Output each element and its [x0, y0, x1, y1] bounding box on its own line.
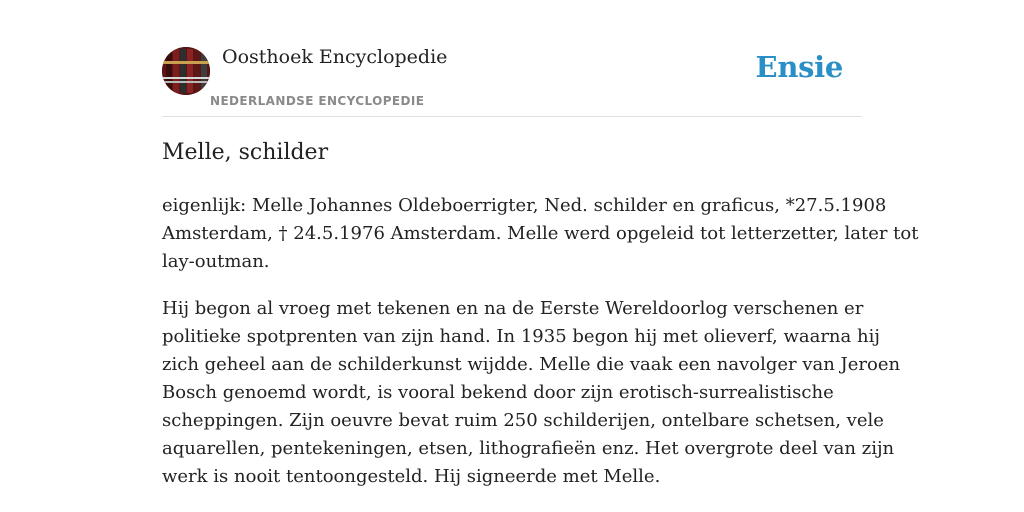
site-subtitle: NEDERLANDSE ENCYCLOPEDIE [210, 94, 425, 108]
paragraph-line: Hij begon al vroeg met tekenen en na de Eerste Wereldoorlog verschenen er [162, 298, 864, 319]
paragraph-line: Amsterdam, † 24.5.1976 Amsterdam. Melle werd opgeleid tot letterzetter, later tot [162, 223, 919, 244]
paragraph-line: werk is nooit tentoongesteld. Hij signeerde met Melle. [162, 466, 661, 487]
paragraph-line: lay-outman. [162, 251, 270, 272]
page-title: Melle, schilder [162, 140, 329, 165]
paragraph-line: Bosch genoemd wordt, is vooral bekend door zijn erotisch-surrealistische [162, 382, 834, 403]
paragraph-line: aquarellen, pentekeningen, etsen, lithografieën enz. Het overgrote deel van zijn [162, 438, 895, 459]
book-spines-icon[interactable] [162, 47, 210, 95]
paragraph-line: politieke spotprenten van zijn hand. In 1935 begon hij met olieverf, waarna hij [162, 326, 880, 347]
page-container [162, 0, 919, 487]
paragraph-line: scheppingen. Zijn oeuvre bevat ruim 250 schilderijen, ontelbare schetsen, vele [162, 410, 884, 431]
article-paragraph-2 [162, 295, 901, 491]
site-title[interactable]: Oosthoek Encyclopedie [222, 46, 448, 68]
article-paragraph-1 [162, 192, 919, 276]
brand-logo[interactable]: Ensie [755, 50, 843, 84]
paragraph-line: eigenlijk: Melle Johannes Oldeboerrigter, Ned. schilder en graficus, *27.5.1908 [162, 195, 887, 216]
site-header [162, 0, 862, 117]
paragraph-line: zich geheel aan de schilderkunst wijdde. Melle die vaak een navolger van Jeroen [162, 354, 901, 375]
